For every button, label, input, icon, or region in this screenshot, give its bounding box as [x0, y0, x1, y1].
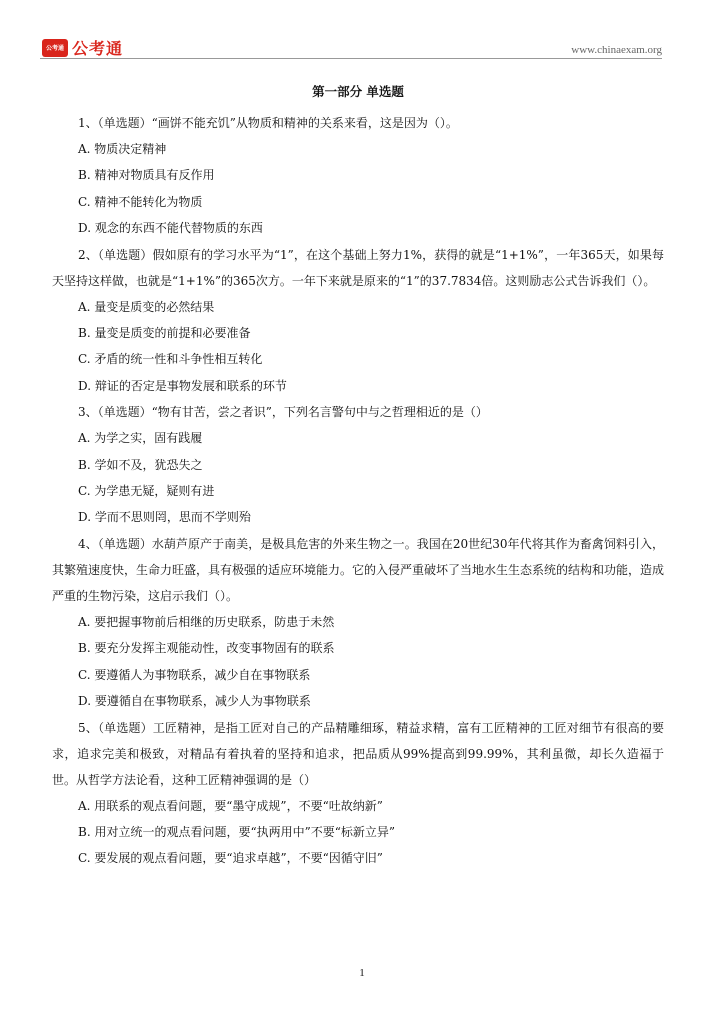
option-b: B. 精神对物质具有反作用 — [78, 168, 215, 183]
question-stem: 2、（单选题）假如原有的学习水平为“1”，在这个基础上努力1%，获得的就是“1+1%”，一年365天，如果每天坚持这样做，也就是“1+1%”的365次方。一年下来就是原来的“1”的37.7834倍。这则励志公式告诉我们（）。 — [52, 247, 664, 288]
question-block — [52, 110, 664, 242]
option-c: C. 精神不能转化为物质 — [78, 194, 203, 209]
header-divider — [40, 58, 662, 59]
option-a: A. 物质决定精神 — [78, 142, 167, 156]
option-a: A. 量变是质变的必然结果 — [78, 299, 215, 314]
option-c: C. 矛盾的统一性和斗争性相互转化 — [78, 352, 263, 367]
page-header — [40, 30, 662, 60]
section-title: 第一部分 单选题 — [312, 84, 404, 99]
option-a: A. 用联系的观点看问题，要“墨守成规”，不要“吐故纳新” — [78, 798, 383, 813]
question-stem: 1、（单选题）“画饼不能充饥”从物质和精神的关系来看，这是因为（）。 — [78, 116, 458, 130]
brand-logo[interactable] — [42, 36, 123, 59]
option-c: C. 要遵循人为事物联系，减少自在事物联系 — [78, 667, 311, 682]
question-stem: 3、（单选题）“物有甘苦，尝之者识”，下列名言警句中与之哲理相近的是（） — [78, 405, 488, 420]
logo-text: 公考通 — [72, 39, 124, 58]
logo-badge-icon: 公考通 — [42, 39, 68, 57]
option-d: D. 辩证的否定是事物发展和联系的环节 — [78, 378, 287, 393]
question-block — [52, 715, 664, 872]
question-block — [52, 242, 664, 400]
option-b: B. 用对立统一的观点看问题，要“执两用中”不要“标新立异” — [78, 824, 395, 839]
option-c: C. 为学患无疑，疑则有进 — [78, 484, 215, 499]
option-a: A. 为学之实，固有践履 — [78, 431, 203, 446]
option-b: B. 学如不及，犹恐失之 — [78, 457, 203, 472]
question-stem: 5、（单选题）工匠精神，是指工匠对自己的产品精雕细琢，精益求精，富有工匠精神的工匠对细节有很高的要求，追求完美和极致，对精品有着执着的坚持和追求，把品质从99%提高到99.99%，其利虽微，却长久造福于世。从哲学方法论看，这种工匠精神强调的是（） — [52, 720, 664, 787]
option-b: B. 要充分发挥主观能动性，改变事物固有的联系 — [78, 641, 335, 656]
site-url-link[interactable]: www.chinaexam.org — [571, 44, 662, 56]
option-b: B. 量变是质变的前提和必要准备 — [78, 326, 251, 341]
document-body — [52, 82, 664, 872]
question-stem: 4、（单选题）水葫芦原产于南美，是极具危害的外来生物之一。我国在20世纪30年代将其作为畜禽饲料引入，其繁殖速度快，生命力旺盛，具有极强的适应环境能力。它的入侵严重破坏了当地水生生态系统的结构和功能，造成严重的生物污染，这启示我们（）。 — [52, 536, 665, 603]
option-d: D. 学而不思则罔，思而不学则殆 — [78, 510, 251, 525]
option-a: A. 要把握事物前后相继的历史联系，防患于未然 — [78, 614, 335, 629]
option-c: C. 要发展的观点看问题，要“追求卓越”，不要“因循守旧” — [78, 851, 383, 866]
option-d: D. 观念的东西不能代替物质的东西 — [78, 221, 263, 236]
page-number: 1 — [359, 967, 365, 979]
option-d: D. 要遵循自在事物联系，减少人为事物联系 — [78, 694, 311, 709]
question-block — [52, 531, 664, 715]
question-block — [52, 399, 664, 531]
